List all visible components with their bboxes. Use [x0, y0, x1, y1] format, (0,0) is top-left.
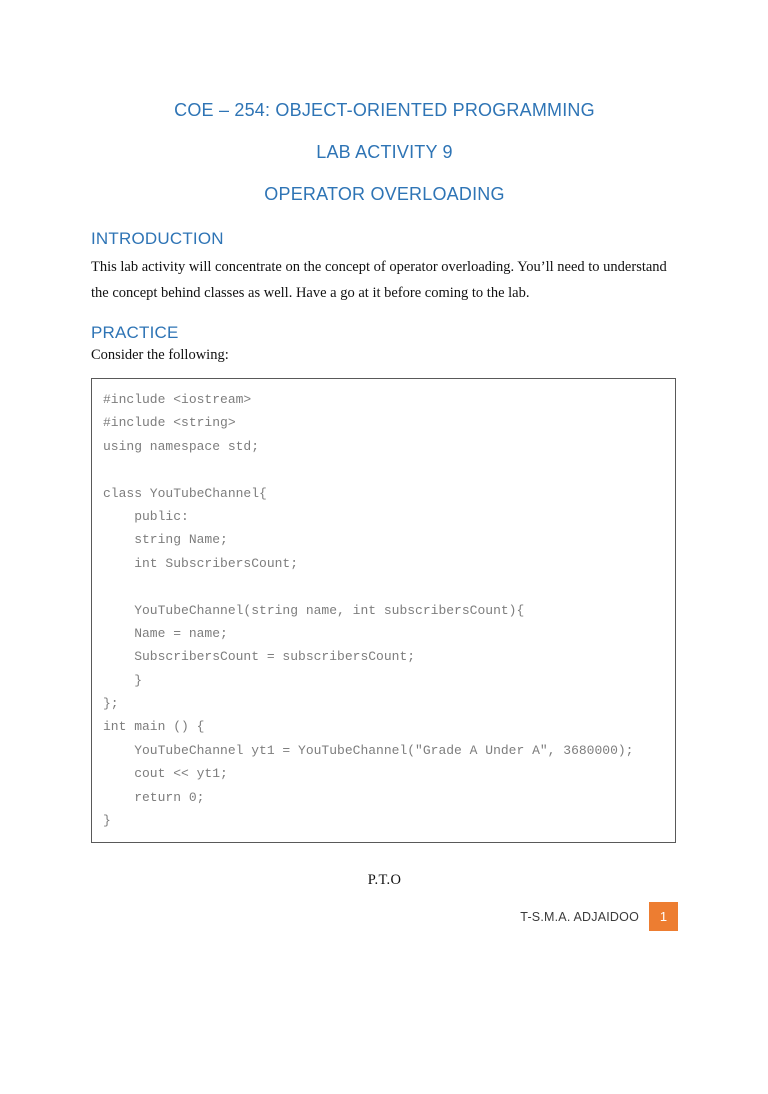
code-line: Name = name;	[103, 625, 228, 641]
code-line: }	[103, 672, 143, 688]
introduction-paragraph: This lab activity will concentrate on the concept of operator overloading. You’ll need to understand the concept behind classes as well. Have a go at it before coming to the lab.	[91, 259, 667, 301]
code-block	[91, 378, 676, 843]
course-title: COE – 254: OBJECT-ORIENTED PROGRAMMING	[174, 100, 595, 120]
code-line: int SubscribersCount;	[103, 555, 299, 571]
topic-title: OPERATOR OVERLOADING	[264, 184, 505, 204]
title-block	[91, 100, 678, 204]
code-line: int main () {	[103, 719, 205, 735]
code-line: using namespace std;	[103, 438, 260, 454]
page-footer	[91, 902, 678, 931]
code-line	[103, 458, 665, 481]
code-line: #include <string>	[103, 415, 236, 431]
document-page	[0, 100, 768, 1094]
author-name: T-S.M.A. ADJAIDOO	[520, 909, 639, 924]
code-line: cout << yt1;	[103, 766, 228, 782]
practice-lead: Consider the following:	[91, 347, 229, 363]
pto-note: P.T.O	[367, 872, 402, 888]
introduction-heading: INTRODUCTION	[91, 229, 224, 248]
code-line: YouTubeChannel yt1 = YouTubeChannel("Grade A Under A", 3680000);	[103, 742, 634, 758]
code-line: string Name;	[103, 532, 228, 548]
code-line: public:	[103, 508, 189, 524]
practice-heading: PRACTICE	[91, 323, 179, 342]
code-line: SubscribersCount = subscribersCount;	[103, 649, 416, 665]
code-line: #include <iostream>	[103, 392, 252, 407]
lab-activity-title: LAB ACTIVITY 9	[316, 142, 453, 162]
code-line: }	[103, 813, 111, 829]
page-number-badge: 1	[649, 902, 678, 931]
code-line: YouTubeChannel(string name, int subscribersCount){	[103, 602, 525, 618]
code-line: return 0;	[103, 789, 205, 805]
code-line: class YouTubeChannel{	[103, 485, 267, 501]
code-line	[103, 575, 665, 598]
code-line: };	[103, 696, 119, 712]
